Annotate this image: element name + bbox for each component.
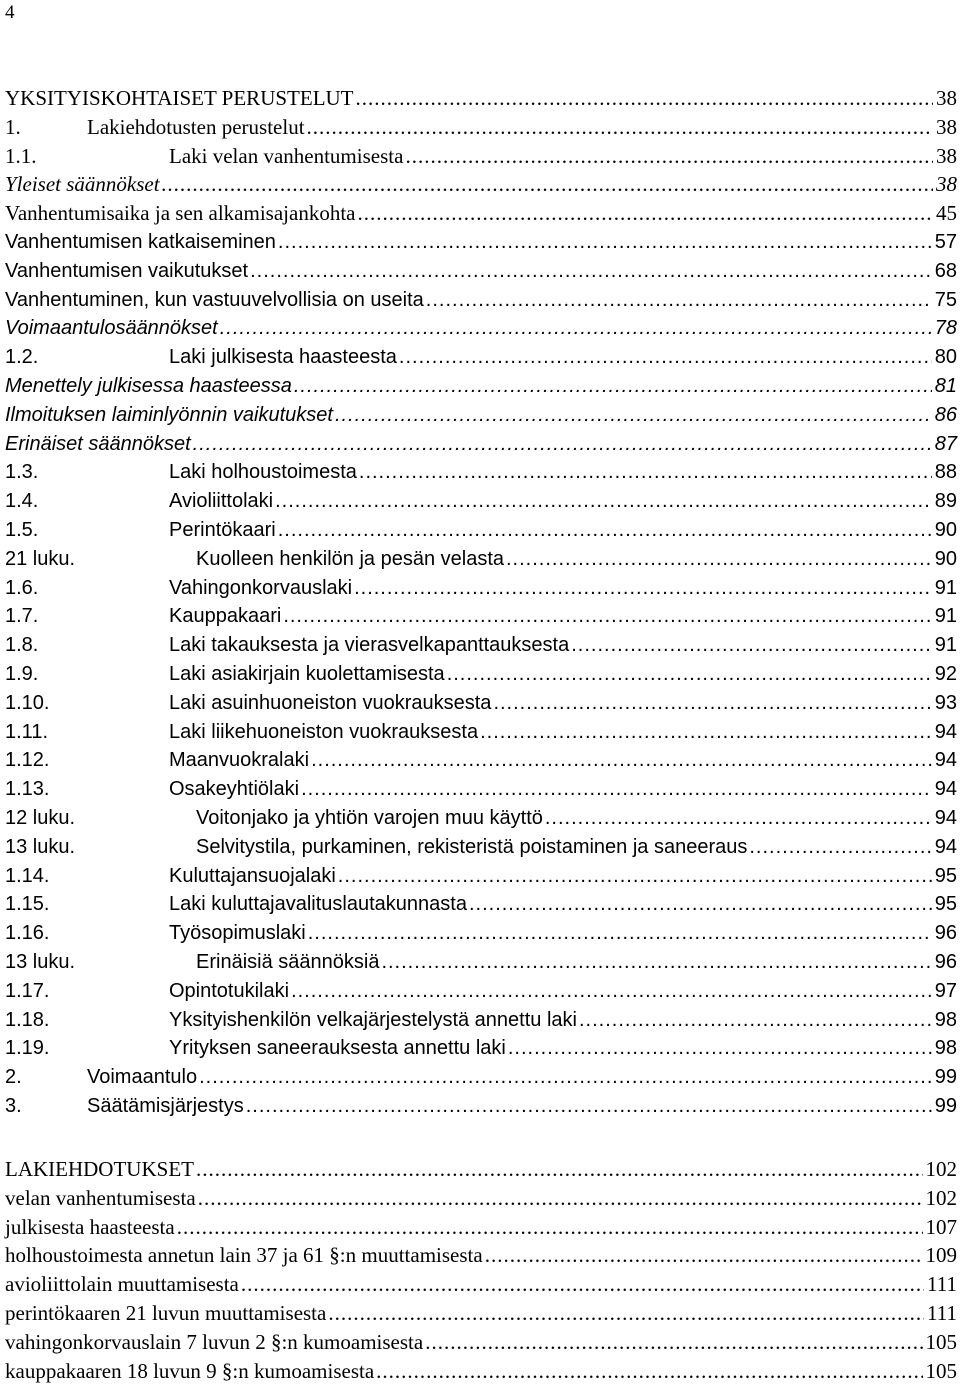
- toc-entry[interactable]: [5, 228, 957, 257]
- toc-entry-number: 1.8.: [5, 634, 39, 657]
- dot-leader: [749, 833, 931, 862]
- toc-entry-number: 12 luku.: [5, 807, 76, 829]
- toc-entry-number: 1.6.: [5, 576, 39, 599]
- toc-entry-page: 97: [934, 979, 957, 1002]
- dot-leader: [278, 228, 932, 257]
- toc-entry-page: 90: [934, 547, 957, 570]
- toc-entry[interactable]: [5, 862, 957, 891]
- toc-entry[interactable]: [5, 1270, 957, 1299]
- toc-entry-number: 13 luku.: [5, 835, 76, 858]
- toc-entry-page: 75: [934, 288, 957, 311]
- toc-entry[interactable]: [5, 545, 957, 574]
- toc-entry-title: velan vanhentumisesta: [5, 1185, 196, 1210]
- dot-leader: [485, 1241, 923, 1270]
- toc-entry[interactable]: [5, 977, 957, 1006]
- toc-entry-page: 38: [936, 172, 957, 197]
- dot-leader: [193, 430, 932, 459]
- toc-entry-title: avioliittolain muuttamisesta: [5, 1272, 239, 1297]
- toc-entry-number: 21 luku.: [5, 547, 76, 570]
- toc-entry-title: Opintotukilaki: [169, 979, 290, 1002]
- dot-leader: [241, 1270, 924, 1299]
- toc-entry-page: 96: [934, 922, 957, 945]
- toc-entry[interactable]: [5, 142, 957, 171]
- toc-entry[interactable]: [5, 1241, 957, 1270]
- dot-leader: [311, 746, 932, 775]
- toc-entry-page: 98: [934, 1008, 957, 1031]
- toc-entry[interactable]: [5, 1184, 957, 1213]
- toc-entry-page: 90: [934, 519, 957, 541]
- dot-leader: [275, 487, 932, 516]
- page-number: 4: [5, 2, 15, 23]
- toc-entry-number: 3.: [5, 1095, 22, 1117]
- toc-entry-title: YKSITYISKOHTAISET PERUSTELUT: [5, 86, 354, 110]
- dot-leader: [328, 1299, 924, 1328]
- toc-entry-title: julkisesta haasteesta: [5, 1214, 175, 1239]
- toc-entry[interactable]: [5, 199, 957, 228]
- toc-entry-title: Ilmoituksen laiminlyönnin vaikutukset: [5, 403, 333, 426]
- toc-entry-title: Yleiset säännökset: [5, 172, 160, 197]
- dot-leader: [426, 286, 932, 315]
- toc-entry-title: Vanhentumisen katkaiseminen: [5, 231, 276, 253]
- toc-entry[interactable]: [5, 631, 957, 660]
- toc-entry-page: 91: [934, 634, 957, 657]
- toc-entry-page: 80: [934, 346, 957, 369]
- toc-entry-number: 1.7.: [5, 605, 39, 628]
- toc-entry-title: Säätämisjärjestys: [87, 1095, 244, 1117]
- toc-entry-number: 1.14.: [5, 864, 50, 887]
- toc-entry-page: 102: [925, 1185, 957, 1210]
- toc-entry-page: 95: [934, 893, 957, 916]
- toc-entry[interactable]: [5, 919, 957, 948]
- toc-entry-title: holhoustoimesta annetun lain 37 ja 61 §:n muuttamisesta: [5, 1243, 483, 1268]
- dot-leader: [405, 142, 933, 171]
- toc-entry-title: Laki julkisesta haasteesta: [169, 346, 397, 369]
- toc-entry[interactable]: [5, 1006, 957, 1035]
- toc-entry-page: 38: [936, 86, 957, 110]
- toc-entry-title: Kuluttajansuojalaki: [169, 864, 336, 887]
- toc-entry-title: Laki holhoustoimesta: [169, 461, 357, 484]
- toc-entry-number: 1.: [5, 114, 21, 139]
- dot-leader: [425, 1328, 922, 1357]
- toc-entry-page: 87: [934, 432, 957, 455]
- toc-entry[interactable]: [5, 170, 957, 199]
- dot-leader: [338, 862, 932, 891]
- toc-entry[interactable]: [5, 775, 957, 804]
- dot-leader: [308, 919, 932, 948]
- toc-entry-page: 111: [927, 1301, 957, 1325]
- dot-leader: [196, 1155, 923, 1184]
- toc-entry-page: 109: [925, 1243, 957, 1268]
- toc-entry-title: Voitonjako ja yhtiön varojen muu käyttö: [196, 807, 543, 829]
- dot-leader: [359, 458, 932, 487]
- dot-leader: [307, 113, 933, 142]
- toc-entry-page: 94: [934, 720, 957, 743]
- toc-entry[interactable]: [5, 1034, 957, 1063]
- toc-entry-page: 38: [936, 114, 957, 139]
- toc-entry-title: Perintökaari: [169, 519, 276, 541]
- dot-leader: [283, 602, 931, 631]
- toc-entry[interactable]: [5, 1213, 957, 1242]
- toc-entry-page: 91: [934, 576, 957, 599]
- toc-entry[interactable]: [5, 286, 957, 315]
- dot-leader: [447, 660, 932, 689]
- toc-entry-number: 1.3.: [5, 461, 39, 484]
- toc-entry[interactable]: [5, 372, 957, 401]
- toc-entry-title: Laki liikehuoneiston vuokrauksesta: [169, 720, 479, 743]
- toc-entry[interactable]: [5, 1092, 957, 1121]
- toc-entry-page: 94: [934, 807, 957, 829]
- dot-leader: [493, 689, 931, 718]
- toc-entry[interactable]: [5, 574, 957, 603]
- toc-entry[interactable]: [5, 948, 957, 977]
- toc-entry[interactable]: [5, 1328, 957, 1357]
- toc-entry-number: 1.12.: [5, 749, 50, 772]
- toc-entry-title: perintökaaren 21 luvun muuttamisesta: [5, 1301, 327, 1325]
- toc-entry-title: Erinäiset säännökset: [5, 432, 191, 455]
- toc-entry-title: kauppakaaren 18 luvun 9 §:n kumoamisesta: [5, 1358, 375, 1383]
- toc-entry-page: 38: [936, 143, 957, 168]
- toc-entry-number: 1.19.: [5, 1037, 50, 1060]
- toc-entry-number: 1.11.: [5, 720, 48, 743]
- toc-entry-page: 105: [925, 1358, 957, 1383]
- dot-leader: [376, 1357, 922, 1386]
- toc-entry[interactable]: [5, 516, 957, 545]
- toc-entry-title: Osakeyhtiölaki: [169, 778, 300, 801]
- toc-entry-title: Selvitystila, purkaminen, rekisteristä poistaminen ja saneeraus: [196, 835, 748, 858]
- toc-entry-title: Kauppakaari: [169, 605, 282, 628]
- dot-leader: [399, 343, 932, 372]
- dot-leader: [579, 1006, 932, 1035]
- dot-leader: [198, 1184, 923, 1213]
- toc-entry-number: 1.17.: [5, 979, 50, 1002]
- dot-leader: [469, 890, 932, 919]
- toc-entry-page: 94: [934, 778, 957, 801]
- toc-entry-page: 107: [925, 1214, 957, 1239]
- toc-entry[interactable]: [5, 430, 957, 459]
- toc-entry-title: LAKIEHDOTUKSET: [5, 1157, 194, 1181]
- toc-entry-page: 89: [934, 490, 957, 513]
- toc-entry-number: 1.13.: [5, 778, 50, 801]
- toc-entry-number: 2.: [5, 1066, 22, 1089]
- dot-leader: [508, 1034, 932, 1063]
- toc-entry-title: Vahingonkorvauslaki: [169, 576, 353, 599]
- toc-entry-title: Erinäisiä säännöksiä: [196, 951, 380, 973]
- toc-entry-page: 98: [934, 1037, 957, 1060]
- dot-leader: [335, 401, 932, 430]
- toc-entry-page: 45: [936, 201, 957, 226]
- toc-entry-page: 94: [934, 835, 957, 858]
- toc-entry-number: 1.16.: [5, 922, 50, 945]
- toc-entry-page: 92: [934, 663, 957, 685]
- toc-entry-page: 102: [925, 1157, 957, 1181]
- toc-entry-page: 86: [934, 403, 957, 426]
- toc-entry[interactable]: [5, 1155, 957, 1184]
- toc-entry-title: Laki asuinhuoneiston vuokrauksesta: [169, 691, 492, 714]
- toc-entry[interactable]: [5, 660, 957, 689]
- toc-entry-title: Vanhentumisen vaikutukset: [5, 259, 249, 282]
- toc-entry[interactable]: [5, 718, 957, 747]
- dot-leader: [571, 631, 932, 660]
- dot-leader: [506, 545, 932, 574]
- toc-entry[interactable]: [5, 343, 957, 372]
- toc-entry[interactable]: [5, 804, 957, 833]
- toc-entry[interactable]: [5, 1299, 957, 1328]
- toc-entry-number: 1.18.: [5, 1008, 50, 1031]
- toc-entry-number: 1.9.: [5, 663, 39, 685]
- toc-entry-page: 68: [934, 259, 957, 282]
- dot-leader: [162, 170, 933, 199]
- dot-leader: [199, 1063, 932, 1092]
- dot-leader: [357, 199, 933, 228]
- toc-entry-page: 57: [934, 231, 957, 253]
- dot-leader: [220, 314, 932, 343]
- toc-entry[interactable]: [5, 458, 957, 487]
- dot-leader: [545, 804, 932, 833]
- dot-leader: [354, 574, 932, 603]
- toc-entry-title: Laki takauksesta ja vierasvelkapanttauksesta: [169, 634, 570, 657]
- toc-entry[interactable]: [5, 689, 957, 718]
- toc-entry-page: 95: [934, 864, 957, 887]
- toc-entry[interactable]: [5, 602, 957, 631]
- toc-entry-page: 94: [934, 749, 957, 772]
- toc-entry-number: 1.15.: [5, 893, 50, 916]
- dot-leader: [177, 1213, 923, 1242]
- dot-leader: [278, 516, 932, 545]
- toc-entry[interactable]: [5, 1063, 957, 1092]
- toc-entry-page: 78: [934, 317, 957, 340]
- toc-entry[interactable]: [5, 890, 957, 919]
- toc-entry-title: Laki velan vanhentumisesta: [169, 143, 404, 168]
- toc-entry-title: Vanhentumisaika ja sen alkamisajankohta: [5, 201, 356, 226]
- toc-entry-number: 1.10.: [5, 691, 50, 714]
- toc-entry-title: Vanhentuminen, kun vastuuvelvollisia on useita: [5, 288, 424, 311]
- toc-entry-title: Laki asiakirjain kuolettamisesta: [169, 663, 445, 685]
- toc-entry-title: Lakiehdotusten perustelut: [87, 114, 305, 139]
- toc-entry[interactable]: [5, 314, 957, 343]
- toc-entry-title: Yksityishenkilön velkajärjestelystä annettu laki: [169, 1008, 577, 1031]
- toc-entry-title: Yrityksen saneerauksesta annettu laki: [169, 1037, 506, 1060]
- dot-leader: [250, 257, 932, 286]
- toc-entry-title: Menettely julkisessa haasteessa: [5, 375, 292, 397]
- toc-entry-page: 105: [925, 1329, 957, 1354]
- toc-entry[interactable]: [5, 1357, 957, 1386]
- toc-entry-title: Avioliittolaki: [169, 490, 274, 513]
- toc-entry-title: Voimaantulosäännökset: [5, 317, 218, 340]
- dot-leader: [301, 775, 932, 804]
- toc-entry[interactable]: [5, 833, 957, 862]
- dot-leader: [356, 84, 933, 113]
- dot-leader: [246, 1092, 932, 1121]
- toc-entry-title: Työsopimuslaki: [169, 922, 306, 945]
- dot-leader: [480, 718, 932, 747]
- dot-leader: [381, 948, 931, 977]
- toc-entry-title: Laki kuluttajavalituslautakunnasta: [169, 893, 467, 916]
- dot-leader: [294, 372, 932, 401]
- toc-entry-page: 81: [934, 375, 957, 397]
- toc-entry-number: 1.5.: [5, 519, 39, 541]
- toc-entry[interactable]: [5, 84, 957, 113]
- toc-entry[interactable]: [5, 113, 957, 142]
- toc-entry-page: 96: [934, 951, 957, 973]
- toc-entry-title: vahingonkorvauslain 7 luvun 2 §:n kumoamisesta: [5, 1329, 424, 1354]
- toc-entry[interactable]: [5, 487, 957, 516]
- toc-entry[interactable]: [5, 746, 957, 775]
- toc-entry-title: Kuolleen henkilön ja pesän velasta: [196, 547, 504, 570]
- toc-entry-page: 93: [934, 691, 957, 714]
- toc-entry-title: Maanvuokralaki: [169, 749, 310, 772]
- toc-entry-page: 99: [934, 1095, 957, 1117]
- dot-leader: [291, 977, 932, 1006]
- toc-entry-page: 111: [927, 1272, 957, 1297]
- toc-entry[interactable]: [5, 257, 957, 286]
- toc-entry[interactable]: [5, 401, 957, 430]
- toc-entry-number: 13 luku.: [5, 951, 76, 973]
- toc-entry-number: 1.4.: [5, 490, 39, 513]
- toc-entry-number: 1.1.: [5, 143, 37, 168]
- toc-entry-title: Voimaantulo: [87, 1066, 198, 1089]
- toc-entry-page: 91: [934, 605, 957, 628]
- toc-entry-page: 99: [934, 1066, 957, 1089]
- toc-entry-number: 1.2.: [5, 346, 39, 369]
- toc-entry-page: 88: [934, 461, 957, 484]
